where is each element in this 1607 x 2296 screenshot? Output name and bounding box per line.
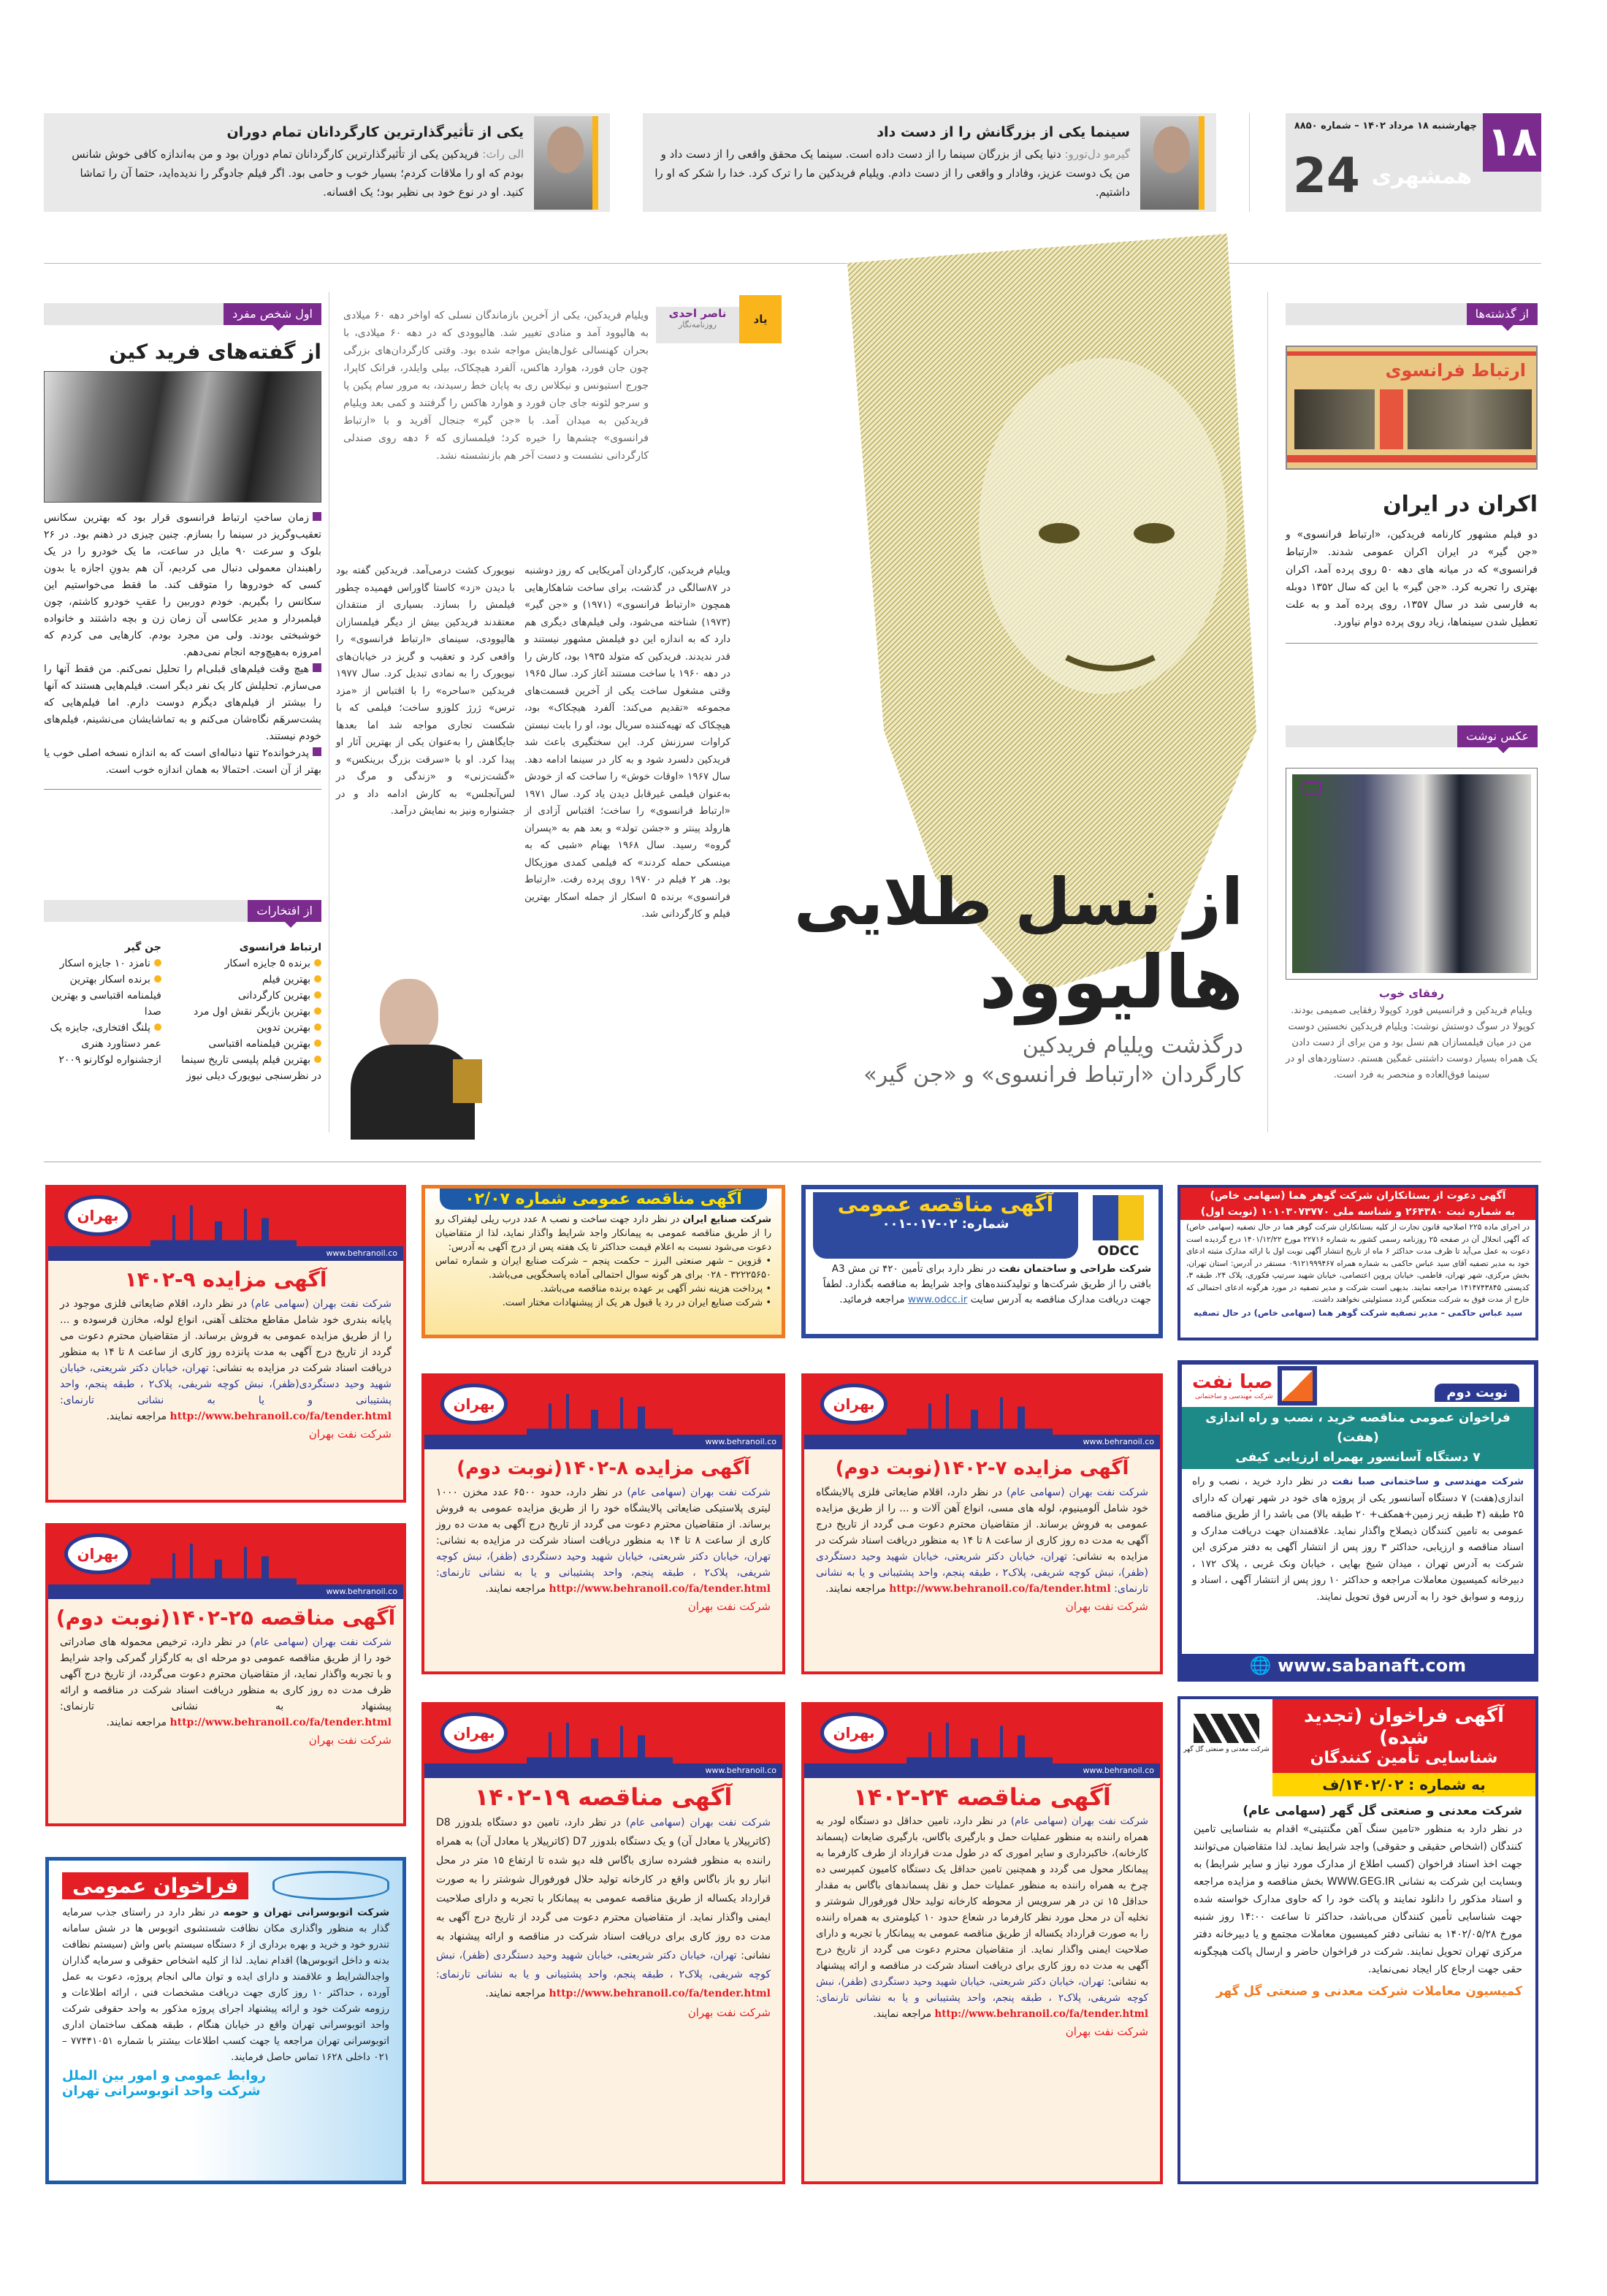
behran-logo: بهران	[64, 1195, 131, 1236]
odcc-logo: ODCC	[1085, 1192, 1151, 1259]
tender-link[interactable]: http://www.behranoil.co/fa/tender.html	[549, 1583, 771, 1595]
article-tag: یاد	[739, 295, 782, 343]
camera-icon	[1302, 782, 1321, 795]
behran-logo: بهران	[440, 1712, 508, 1753]
behran-logo: بهران	[440, 1384, 508, 1424]
ad-behran-auction-9: بهران www.behranoil.co آگهی مزایده ۹-۱۴۰۲ شرکت نفت بهران (سهامی عام) در نظر دارد، اقلام ضایعاتی فلزی موجود در پایانه بندری خود شامل مقاطع مختلف آهنی، انواع لوله، مخازن فرسوده و ... را از طریق مزایده عمومی به فروش برساند. از متقاضیان محترم دعوت می گردد از تاریخ درج آگهی به مدت پانزده روز کاری از ساعت ۸ تا ۱۴ به منظور دریافت اسناد شرکت در مزایده به نشانی: تهران، خیابان دکتر شریعتی، خیابان شهید وحید دستگردی(ظفر)، نبش کوچه شریفی، پلاک۲ ، طبقه پنجم، واحد پشتیبانی و یا به نشانی تارنمای: http://www.behranoil.co/fa/tender.html مراجعه نمایند. شرکت نفت بهران	[45, 1185, 406, 1503]
behran-logo: بهران	[64, 1533, 131, 1574]
section-label: از افتخارات	[44, 900, 321, 922]
film-strip-24: 24	[1293, 148, 1360, 204]
divider	[44, 789, 321, 790]
ad-golgohar-call: آگهی فراخوان (تجدید شده) شناسایی تأمین کنندگان به شماره : ۱۴۰۲/۰۲/ف شرکت معدنی و صنعتی گل گهر شرکت معدنی و صنعتی گل گهر (سهامی عام) در نظر دارد به منظور «تامین سنگ آهن مگنتیتی» اقدام به شناسایی تامین کنندگان (اشخاص حقیقی و حقوقی) واجد شرایط نماید. لذا متقاضیان می‌توانند جهت اخذ اسناد فراخوان (کسب اطلاع از مدارک مورد نیاز و سایر شرایط) به وبسایت این شرکت به نشانی WWW.GEG.IR بخش مناقصه و مزایده مراجعه و اسناد مذکور را دانلود نمایند و پاکت خود را که حاوی مدارک خواسته شده جهت شناسایی تأمین کنندگان می‌باشد، حداکثر تا ساعت ۱۴:۰۰ روز شنبه مورخ ۱۴۰۲/۰۵/۲۸ به نشانی دفتر کمیسیون معاملات مجتمع و یا دبیرخانه دفتر مرکزی تهران تحویل نمایند. شرکت در فراخوان حاضر و ارسال پاکت هیچگونه حقی جهت ارجاع کار ایجاد نمی‌نماید. کمیسیون معاملات شرکت معدنی و صنعتی گل گهر	[1177, 1696, 1538, 2184]
ad-behran-tender-19: بهران www.behranoil.co آگهی مناقصه ۱۹-۱۴۰۲ شرکت نفت بهران (سهامی عام) در نظر دارد، تامین دو دستگاه بلدوزر D8 (کاترپیلار یا معادل آن) و یک دستگاه بلدوزر D7 (کاترپیلار یا معادل آن) به همراه راننده به منظور فشرده سازی باگاس فله دپو شده تا ارتفاع ۱۵ متر در محل انبار رو باز باگاس واقع در کارخانه تولید حلال فورفورال شوشتر را به صورت قرارداد یکساله از طریق مناقصه عمومی به پیمانکار با تجربه و دارای صلاحیت ایمنی واگذار نماید. از متقاضیان محترم دعوت می گردد از تاریخ درج آگهی به مدت ده روز کاری برای دریافت اسناد شرکت در مناقصه و ارائه پیشنهاد به نشانی: تهران، خیابان دکتر شریعتی، خیابان شهید وحید دستگردی (ظفر)، نبش کوچه شریفی، پلاک۲ ، طبقه پنجم، واحد پشتیبانی و یا به نشانی تارنمای: http://www.behranoil.co/fa/tender.html مراجعه نمایند. شرکت نفت بهران	[421, 1702, 785, 2184]
article-title: از نسل طلایی هالیوود	[793, 864, 1243, 1025]
section-label: عکس نوشت	[1286, 725, 1538, 747]
saba-naft-logo: صبا نفت شرکت مهندسی و ساختمانی	[1192, 1366, 1317, 1406]
past-section: از گذشته‌ها ارتباط فرانسوی اکران در ایران دو فیلم مشهور کارنامه فریدکین، «ارتباط فرانسوی» و «جن گیر» در ایران اکران عمومی شدند. «ارتباط فرانسوی» که در میانه های دهه ۵۰ روی پرده آمد، اکران بهتری را تجربه کرد. «جن گیر» با این که سال ۱۳۵۲ دوبله به فارسی شد در سال ۱۳۵۷، روی پرده آمد و به علت تعطیل شدن سینماها، زیاد روی پرده دوام نیاورد.	[1286, 303, 1538, 644]
ad-behran-tender-24: بهران www.behranoil.co آگهی مناقصه ۲۴-۱۴۰۲ شرکت نفت بهران (سهامی عام) در نظر دارد، تامین حداقل دو دستگاه لودر به همراه راننده به منظور عملیات حمل و بارگیری باگاس، بارگیری ضایعات (پسماند کارخانه)، خاکبرداری و سایر اموری که در طول مدت قرارداد از طرف کارفرما به پیمانکار محول می گردد و همچنین تامین حداقل یک دستگاه کامیون کمپرسی ده چرخ به همراه راننده به منظور عملیات حمل و نقل پسماندهای باگاس به مقدار حداقل ۱۵ تن در هر سرویس از محوطه کارخانه تولید حلال فورفورال شوشتر و تخلیه آن در محل مورد نظر کارفرما در شعاع حدود ۱۰ کیلومتری به همراه راننده را به صورت قرارداد یکساله از طریق مناقصه عمومی به پیمانکار با تجربه و دارای صلاحیت ایمنی واگذار نماید. از متقاضیان محترم دعوت می گردد از تاریخ درج آگهی به مدت ده روز کاری برای دریافت اسناد شرکت در مناقصه و ارائه پیشنهاد به نشانی: تهران، خیابان دکتر شریعتی، خیابان شهید وحید دستگردی (ظفر)، نبش کوچه شریفی، پلاک۲ ، طبقه پنجم، واحد پشتیبانی و یا به نشانی تارنمای: http://www.behranoil.co/fa/tender.html مراجعه نمایند. شرکت نفت بهران	[801, 1702, 1163, 2184]
bullet-icon	[313, 747, 321, 756]
ad-sanaye-iran-tender: آگهی مناقصه عمومی شماره ۰۲/۰۷ شرکت صنایع ایران در نظر دارد جهت ساخت و نصب ۸ عدد درب ریلی لیفتراک رو را از طریق مناقصه عمومی به پیمانکار واجد شرایط واگذار نماید، لذا از متقاضیان دعوت می‌شود نسبت به اعلام قیمت حداکثر تا یک هفته پس از درج آگهی به آدرس: • قزوین – شهر صنعتی البرز – حکمت پنجم – شرکت صنایع ایران و شماره تماس ۳۲۲۲۵۶۵۰ - ۰۲۸ برای هر گونه سوال احتمالی آماده پاسخگویی می‌باشد. • پرداخت هزینه نشر آگهی بر عهده برنده مناقصه می‌باشد. • شرکت صنایع ایران در رد یا قبول هر یک از پیشنهادات مختار است.	[421, 1185, 785, 1338]
quote-del-toro: سینما یکی از بزرگانش را از دست داد گیرمو دل‌تورو: دنیا یکی از بزرگان سینما را از دست داده است. سینما یک محقق واقعی را از دست داد و من یک دوست عزیز، وفادار و واقعی را از دست دادم. ویلیام فریدکین ما را ترک کرد. خدا را شکر که او را داشتیم.	[643, 113, 1216, 212]
ad-tehran-bus: فراخوان عمومی شرکت اتوبوسرانی تهران و حومه در نظر دارد در راستای جذب سرمایه گذار به منظور واگذاری مکان نظافت شستشوی اتوبوس ها در شش سامانه تندرو خود و خرید و بهره برداری از ۶ دستگاه سیستم باس واش (سیستم نظافت بدنه و داخل اتوبوس‌ها) اقدام نماید. لذا از کلیه اشخاص حقوقی و سرمایه گذاران واجدالشرایط و علاقمند و دارای ایده و توان مالی انجام پروژه، دعوت به عمل آورده ، حداکثر ۱۰ روز کاری جهت دریافت مشخصات فنی ، ارائه اطلاعات و رزومه شرکت خود و ارائه پیشنهاد اجرای پروژه مذکور به واحد حقوقی شرکت واحد اتوبوسرانی تهران واقع در خیابان هنگام ، طبقه همکف ساختمان اداری اتوبوسرانی تهران مراجعه یا جهت کسب اطلاعات بیشتر با شماره ۷۷۴۴۱۰۵۱ – ۰۲۱ داخلی ۱۶۲۸ تماس حاصل فرمایند. روابط عمومی و امور بین الملل شرکت واحد اتوبوسرانی تهران	[45, 1857, 406, 2184]
ad-behran-tender-25: بهران www.behranoil.co آگهی مناقصه ۲۵-۱۴۰۲(نوبت دوم) شرکت نفت بهران (سهامی عام) در نظر دارد، ترخیص محموله های صادراتی خود را از طریق مناقصه عمومی دو مرحله ای به کارگزار گمرکی واجد شرایط و با تجربه واگذار نماید، از متقاضیان محترم دعوت می‌گردد، از تاریخ درج آگهی ظرف مدت ده روز کاری به منظور دریافت اسناد شرکت در مناقصه و ارائه پیشنهاد به نشانی تارنمای: http://www.behranoil.co/fa/tender.html مراجعه نمایند. شرکت نفت بهران	[45, 1523, 406, 1826]
behran-logo: بهران	[820, 1712, 888, 1753]
quote-eli-roth: یکی از تأثیرگذارترین کارگردانان تمام دوران الی راث: فریدکین یکی از تأثیرگذارترین کارگردانان تمام دوران بود و من به‌اندازه کافی خوش شانس بودم که او را ملاقات کردم؛ بسیار خوب و حامی بود. اگر فیلم جادوگر را ندیده‌اید، حتما آن را تماشا کنید. او در نوع خود بی نظیر بود؛ یک افسانه.	[44, 113, 610, 212]
page-number: ۱۸	[1483, 113, 1541, 172]
refinery-skyline-icon	[906, 1391, 1053, 1436]
quote-item: پدرخوانده۲ تنها دنباله‌ای است که به اندازه نسخه اصلی خوب یا بهتر از آن است. احتمالا به همان اندازه خوب است.	[44, 747, 321, 776]
odcc-link[interactable]: www.odcc.ir	[907, 1294, 968, 1305]
refinery-skyline-icon	[527, 1391, 673, 1436]
exorcist-honors: جن گیر نامزد ۱۰ جایزه اسکار برنده اسکار بهترین فیلمنامه اقتباسی و بهترین صدا پلنگ افتخاری، جایزه یک عمر دستاورد هنری ازجشنواره لوکارنو ۲۰۰۹	[50, 942, 161, 1066]
refinery-skyline-icon	[150, 1202, 297, 1248]
author-box: ناصر احدی روزنامه‌نگار	[656, 307, 739, 343]
caption-title: رفقای خوب	[1378, 987, 1445, 1000]
header-divider	[1249, 113, 1250, 212]
ad-gohar-homa-creditors: آگهی دعوت از بستانکاران شرکت گوهر هما (سهامی خاص) به شماره ثبت ۲۶۴۳۸۰ و شناسه ملی ۱۰۱۰۳۰۷۳۷۷۰ (نوبت اول) در اجرای ماده ۲۲۵ اصلاحیه قانون تجارت از کلیه بستانکاران شرکت گوهر هما در حال تصفیه (سهامی خاص) که آگهی انحلال آن در صفحه ۲۵ روزنامه رسمی کشور به شماره ۲۲۷۱۶ مورخ ۱۴۰۱/۱۲/۲۲ درج گردیده است دعوت به عمل می‌آید تا ظرف مدت حداکثر ۶ ماه از تاریخ انتشار آگهی نوبت اول با ارائه مدارک مثبته ادعای خود به مدیر تصفیه آقای سید عباس حاکمی به شماره همراه ۰۹۱۲۱۹۹۹۴۶۷ مستقر در آدرس: استان تهران، بخش مرکزی، شهر تهران، فاطمی، خیابان پروین اعتصامی، خیابان شهید سرتیپ فکوری، پلاک ۲۴، طبقه ۳، کدپستی ۱۴۱۴۷۴۳۸۴۵ مراجعه نمایند. بدیهی است شرکت و مدیر تصفیه در مورد هرگونه ادعای احتمالی که خارج از مدت فوق به شرکت منعکس گردد مسئولیتی نخواهند داشت. سید عباس حاکمی – مدیر تصفیه شرکت گوهر هما (سهامی خاص) در حال تصفیه	[1177, 1185, 1538, 1340]
first-person-section	[44, 303, 321, 790]
golgohar-logo: شرکت معدنی و صنعتی گل گهر	[1180, 1699, 1272, 1796]
tender-link[interactable]: http://www.behranoil.co/fa/tender.html	[169, 1717, 392, 1728]
french-connection-poster: ارتباط فرانسوی	[1286, 346, 1538, 470]
ad-odcc-tender: ODCC آگهی مناقصه عمومی شماره: ۰۲-۰۱۷-۰۰۱ شرکت طراحی و ساختمان نفت در نظر دارد برای تأمین ۴۲۰ تن مش A3 بافتی را از طریق شرکت‌ها و تولیدکننده‌های واجد شرایط به مناقصه بگذارد. لطفاً جهت دریافت مدارک مناقصه به آدرس سایت www.odcc.ir مراجعه فرمائید.	[801, 1185, 1163, 1338]
tender-link[interactable]: http://www.behranoil.co/fa/tender.html	[934, 2008, 1148, 2020]
divider	[1286, 643, 1538, 644]
del-toro-photo	[1140, 116, 1205, 210]
article-column-2: نیویورک کشت درمی‌آمد. فریدکین گفته بود با دیدن «زد» کاستا گاوراس فهمیده چطور فیلمش را بسازد. بسیاری از منتقدان معتقدند فریدکین بیش از دیگر فیلمسازان هالیوودی، سینمای «ارتباط فرانسوی» را واقعی کرد و تعقیب و گریز در خیابان‌های نیویورک را به نمادی تبدیل کرد. سال ۱۹۷۷ فریدکین «ساحره» را با اقتباس از «مزد ترس» ژرژ کلوزو ساخت؛ فیلمی که با شکست تجاری مواجه شد اما بعدها جایگاهش را به‌عنوان یکی از بهترین آثار او پیدا کرد. او با «سرقت بزرگ برینکس» و «گشت‌زنی» و «زندگی و مرگ در لس‌آنجلس» به کارش ادامه داد و در جشنواره ونیز به نمایش درآمد.	[336, 565, 515, 817]
tender-link[interactable]: http://www.behranoil.co/fa/tender.html	[889, 1583, 1111, 1595]
refinery-skyline-icon	[527, 1720, 673, 1765]
section-heading: اکران در ایران	[1383, 492, 1538, 517]
brand-logo: همشهری 24	[1293, 148, 1472, 204]
eli-roth-photo	[534, 116, 598, 210]
section-label: از گذشته‌ها	[1286, 303, 1538, 325]
friedkin-award-photo	[336, 972, 515, 1140]
bullet-icon	[313, 663, 321, 672]
behran-logo: بهران	[820, 1384, 888, 1424]
quote-item: زمان ساختِ ارتباط فرانسوی قرار بود که بهترین سکانس تعقیب‌وگریز در سینما را بسازم. چنین چیزی در ذهنم بود. در ۲۶ بلوک و سرعت ۹۰ مایل در ساعت، ما یک خودرو را در یک راهبندان معمولی دنبال می کردیم، آن هم بدونِ اجازه یا بدون کسی که خودروها را متوقف کند. ما فقط می‌خواستیم این سکانس را بگیریم. خودم دوربین را عقبِ خودرو کاشتم، چون فیلمبردار و مدیر عکاسی آن زمان زن و بچه داشتند و خانواده خوشبختی بودند. ولی من مجرد بودم. کارهایی می کردم که امروزه به‌هیچ‌وجه انجام نمی‌دهم.	[44, 512, 321, 658]
article-column-1: ویلیام فریدکین، کارگردان آمریکایی که روز دوشنبه در ۸۷سالگی در گذشت، برای ساخت شاهکارهایی همچون «ارتباط فرانسوی» (۱۹۷۱) و «جن گیر» (۱۹۷۳) شناخته می‌شود، ولی فیلم‌های دیگری هم دارد که به اندازه این دو فیلمش مشهور نیستند و قدر ندیدند. فریدکین که متولد ۱۹۳۵ بود، کارش را در دهه ۱۹۶۰ با ساخت مستند آغاز کرد. سال ۱۹۶۵ وقتی مشغول ساخت یکی از آخرین قسمت‌های مجموعه «تقدیم می‌کند: آلفرد هیچکاک» بود، هیچکاک که تهیه‌کننده سریال بود، او را بابت نبستن کراوات سرزنش کرد. این سختگیری باعث شد فریدکین دلسرد شود و به کار در سینما ادامه دهد. سال ۱۹۶۷ «اوقات خوش» را ساخت که از خودش به‌عنوان فیلمی غیرقابل دیدن یاد کرد. سال ۱۹۷۱ «ارتباط فرانسوی» را ساخت؛ اقتباس آزادی از هارولد پینتر و «جشن تولد» و بعد هم به «پسران گروه» رسید. سال ۱۹۶۸ بهنام «شبی که به مینسکی حمله کردند» که فیلمی کمدی موزیکال بود. هر ۲ فیلم در ۱۹۷۰ روی پرده رفت. «ارتباط فرانسوی» برنده ۵ اسکار از جمله اسکار بهترین فیلم و کارگردانی شد.	[524, 565, 731, 920]
friedkin-coppola-photo	[1286, 768, 1538, 980]
french-connection-honors: ارتباط فرانسوی برنده ۵ جایزه اسکار بهترین فیلم بهترین کارگردانی بهترین بازیگر نقش اول مرد بهترین تدوین بهترین فیلمنامه اقتباسی بهترین فیلم پلیسی تاریخ سینما در نظرسنجی نیویورک دیلی نیوز	[181, 942, 321, 1082]
section-heading: از گفته‌های فرید کین	[109, 340, 321, 364]
bullet-icon	[313, 512, 321, 521]
tender-link[interactable]: http://www.behranoil.co/fa/tender.html	[169, 1411, 392, 1422]
article-subtitle: درگذشت ویلیام فریدکین کارگردان «ارتباط فرانسوی» و «جن گیر»	[863, 1033, 1243, 1088]
saba-website[interactable]: 🌐 www.sabanaft.com	[1182, 1654, 1534, 1677]
ad-behran-auction-8: بهران www.behranoil.co آگهی مزایده ۸-۱۴۰۲(نوبت دوم) شرکت نفت بهران (سهامی عام) در نظر دارد، حدود ۶۵۰۰ عدد مخزن ۱۰۰۰ لیتری پلاستیکی ضایعاتی پالایشگاه خود را از طریق مزایده عمومی به فروش برساند. از متقاضیان محترم دعوت می گردد از تاریخ درج آگهی به مدت ده روز کاری از ساعت ۸ تا ۱۴ به منظور دریافت اسناد شرکت در مزایده به نشانی: تهران، خیابان دکتر شریعتی، خیابان شهید وحید دستگردی (ظفر)، نبش کوچه شریفی، پلاک۲ ، طبقه پنجم، واحد پشتیبانی و یا به نشانی تارنمای: http://www.behranoil.co/fa/tender.html مراجعه نمایند. شرکت نفت بهران	[421, 1373, 785, 1674]
friedkin-on-set-photo	[44, 371, 321, 503]
refinery-skyline-icon	[906, 1720, 1053, 1765]
honors-section	[44, 900, 321, 1084]
article-intro: ویلیام فریدکین، یکی از آخرین بازماندگان نسلی که اواخر دهه ۶۰ میلادی به هالیوود آمد و منادی تغییر شد. هالیوودی که در دهه ۶۰ میلادی، با بحران کهنسالی غول‌هایش مواجه شده بود. وقتی کارگردان‌های بزرگی چون جان فورد، هوارد هاکس، آلفرد هیچکاک، بیلی وایلدر، فرانک کاپرا، جورج استیونس و نیکلاس ری به پایان خط رسیدند، به مرور سام پکین پا و سرجو لئونه جای جان فورد و هوارد هاکس را گرفتند و کمی بعد ویلیام فریدکین به میدان آمد. با «جن گیر» جنجال آفرید و با «ارتباط فرانسوی» چشم‌ها را خیره کرد؛ فیلمسازی که ۶ دهه روی صندلی کارگردانی نشست و دست آخر هم بازنشسته نشد.	[343, 310, 649, 462]
bus-company-logo	[272, 1871, 389, 1900]
ad-behran-auction-7: بهران www.behranoil.co آگهی مزایده ۷-۱۴۰۲(نوبت دوم) شرکت نفت بهران (سهامی عام) در نظر دارد، اقلام ضایعاتی فلزی پالایشگاه خود شامل آلومینیوم، لوله های مسی، انواع آهن آلات و ... را از طریق مزایده عمومی به فروش برساند. از متقاضیان محترم دعوت مـی گردد از تاریخ درج آگهی به مدت ده روز کاری از ساعت ۸ تا ۱۴ به منظور دریافت اسناد شرکت در مزایده به نشانی: تهران، خیابان دکتر شریعتی، خیابان شهید وحید دستگردی (ظفر)، نبش کوچه شریفی، پلاک۲ ، طبقه پنجم، واحد پشتیبانی و یا به نشانی تارنمای: http://www.behranoil.co/fa/tender.html مراجعه نمایند. شرکت نفت بهران	[801, 1373, 1163, 1674]
quote-item: هیچ وقت فیلم‌های قبلی‌ام را تحلیل نمی‌کنم. من فقط آنها را می‌سازم. تحلیلش کار یک نفر دیگر است. فیلم‌هایی هستند که آنها را بیشتر از فیلم‌های دیگرم دوست دارم. اما فیلم‌هایی که پشت‌سرهَم نگاه‌شان می‌کنم و به تماشایشان می‌نشینم، فیلم‌های خودم نیستند.	[44, 663, 321, 742]
photo-note-section: عکس نوشت رفقای خوب ویلیام فریدکین و فرانسیس فورد کوپولا رفقایی صمیمی بودند. کوپولا در سوگ دوستش نوشت: ویلیام فریدکین نخستین دوست من در میان فیلمسازان هم نسل بود و من برای از دست دادن یک همراه بسیار دوست داشتنی غمگین هستم. دستاوردهای او در سینما فوق‌العاده و منحصر به فرد است.	[1286, 725, 1538, 1083]
right-col-rule	[1267, 292, 1268, 1132]
refinery-skyline-icon	[150, 1541, 297, 1586]
ad-saba-naft-tender: نوبت دوم صبا نفت شرکت مهندسی و ساختمانی فراخوان عمومی مناقصه خرید ، نصب و راه اندازی (هفت) ۷ دستگاه آسانسور بهمراه ارزیابی کیفی شرکت مهندسی و ساختمانی صبا نفت در نظر دارد خرید ، نصب و راه اندازی(هفت) ۷ دستگاه آسانسور یکی از پروژه های خود در شهر تهران که دارای ۲۵ طبقه (۴ طبقه زیر زمین+همکف+ ۲۰ طبقه بالا) می باشد را از طریق مناقصه عمومی به تامین کنندگان ذیصلاح واگذار نماید. علاقمندان جهت دریافت مدارک و اسناد مناقصه و ارزیابی، حداکثر ۳ روز پس از انتشار آگهی به دفتر مرکزی این شرکت به آدرس تهران ، میدان شیخ بهایی ، خیابان ونک غربی ، پلاک ۱۷۲ ، دبیرخانه کمیسیون معاملات مراجعه و حداکثر ۱۰ روز پس از انتشار آگهی ، اسناد و رزومه و سوابق خود را به آدرس فوق تحویل نمایند. 🌐 www.sabanaft.com	[1177, 1360, 1538, 1682]
section-label: اول شخص مفرد	[44, 303, 321, 325]
issue-date: چهارشنبه ۱۸ مرداد ۱۴۰۲ – شماره ۸۸۵۰	[1294, 121, 1477, 131]
page-header	[1286, 113, 1541, 212]
tender-link[interactable]: http://www.behranoil.co/fa/tender.html	[549, 1988, 771, 1999]
